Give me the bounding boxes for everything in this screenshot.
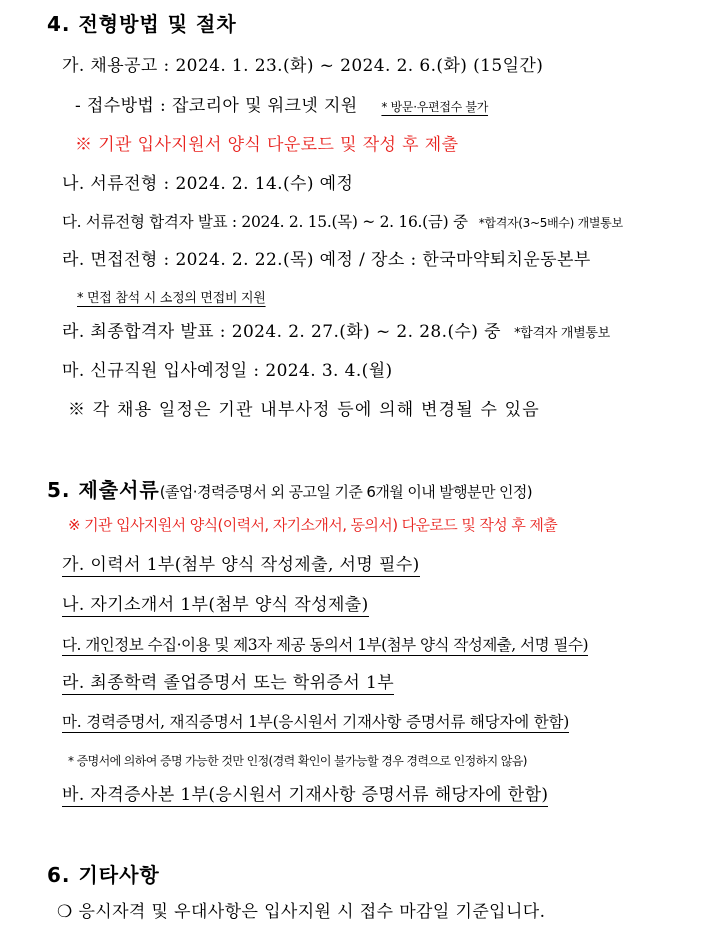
other-notes-item: ❍ 응시자격 및 우대사항은 입사지원 시 접수 마감일 기준입니다. bbox=[57, 902, 546, 922]
section-5-title bbox=[47, 479, 532, 502]
document-screening: 나. 서류전형 : 2024. 2. 14.(수) 예정 bbox=[62, 174, 354, 194]
doc-item-privacy-consent bbox=[62, 636, 588, 655]
start-date: 마. 신규직원 입사예정일 : 2024. 3. 4.(월) bbox=[62, 361, 393, 381]
section-6-title: 6. 기타사항 bbox=[47, 863, 160, 887]
doc-item-privacy-consent-text: 다. 개인정보 수집·이용 및 제3자 제공 동의서 1부(첨부 양식 작성제출, 서명 필수) bbox=[62, 636, 588, 654]
recruit-notice-period: 가. 채용공고 : 2024. 1. 23.(화) ~ 2024. 2. 6.(화) (15일간) bbox=[62, 56, 544, 76]
doc-item-license-copy-text: 바. 자격증사본 1부(응시원서 기재사항 증명서류 해당자에 한함) bbox=[62, 785, 549, 805]
final-result bbox=[62, 323, 610, 343]
final-result-text: 라. 최종합격자 발표 : 2024. 2. 27.(화) ~ 2. 28.(수) 중 bbox=[62, 322, 501, 342]
career-certificate-note: * 증명서에 의하여 증명 가능한 것만 인정(경력 확인이 불가능할 경우 경력으로 인정하지 않음) bbox=[68, 754, 527, 768]
form-download-notice: ※ 기관 입사지원서 양식 다운로드 및 작성 후 제출 bbox=[75, 135, 459, 155]
doc-item-cover-letter bbox=[62, 596, 369, 616]
application-method-note: * 방문·우편접수 불가 bbox=[381, 100, 489, 114]
doc-item-career-certificate bbox=[62, 713, 569, 732]
doc-item-license-copy bbox=[62, 786, 548, 806]
document-result-note: *합격자(3~5배수) 개별통보 bbox=[478, 216, 623, 230]
application-method bbox=[75, 97, 488, 117]
doc-item-resume bbox=[62, 556, 420, 576]
schedule-change-notice: ※ 각 채용 일정은 기관 내부사정 등에 의해 변경될 수 있음 bbox=[68, 400, 540, 420]
doc-item-diploma-text: 라. 최종학력 졸업증명서 또는 학위증서 1부 bbox=[62, 673, 395, 693]
document-result bbox=[62, 213, 623, 232]
document-result-text: 다. 서류전형 합격자 발표 : 2024. 2. 15.(목) ~ 2. 16.(금) 중 bbox=[62, 213, 468, 231]
doc-item-career-certificate-text: 마. 경력증명서, 재직증명서 1부(응시원서 기재사항 증명서류 해당자에 한함) bbox=[62, 713, 570, 731]
section-5-title-sub: (졸업·경력증명서 외 공고일 기준 6개월 이내 발행분만 인정) bbox=[159, 483, 533, 501]
doc-item-diploma bbox=[62, 674, 394, 694]
final-result-note: *합격자 개별통보 bbox=[514, 326, 610, 341]
doc-item-cover-letter-text: 나. 자기소개서 1부(첨부 양식 작성제출) bbox=[62, 595, 369, 615]
section-5-title-text: 5. 제출서류 bbox=[47, 478, 160, 502]
doc-item-resume-text: 가. 이력서 1부(첨부 양식 작성제출, 서명 필수) bbox=[62, 555, 420, 575]
interview-screening: 라. 면접전형 : 2024. 2. 22.(목) 예정 / 장소 : 한국마약퇴치운동본부 bbox=[62, 250, 591, 270]
submission-form-notice: ※ 기관 입사지원서 양식(이력서, 자기소개서, 동의서) 다운로드 및 작성 후 제출 bbox=[68, 516, 558, 534]
application-method-text: - 접수방법 : 잡코리아 및 워크넷 지원 bbox=[75, 96, 358, 116]
interview-fee-note: * 면접 참석 시 소정의 면접비 지원 bbox=[77, 291, 266, 306]
section-4-title: 4. 전형방법 및 절차 bbox=[47, 12, 237, 36]
